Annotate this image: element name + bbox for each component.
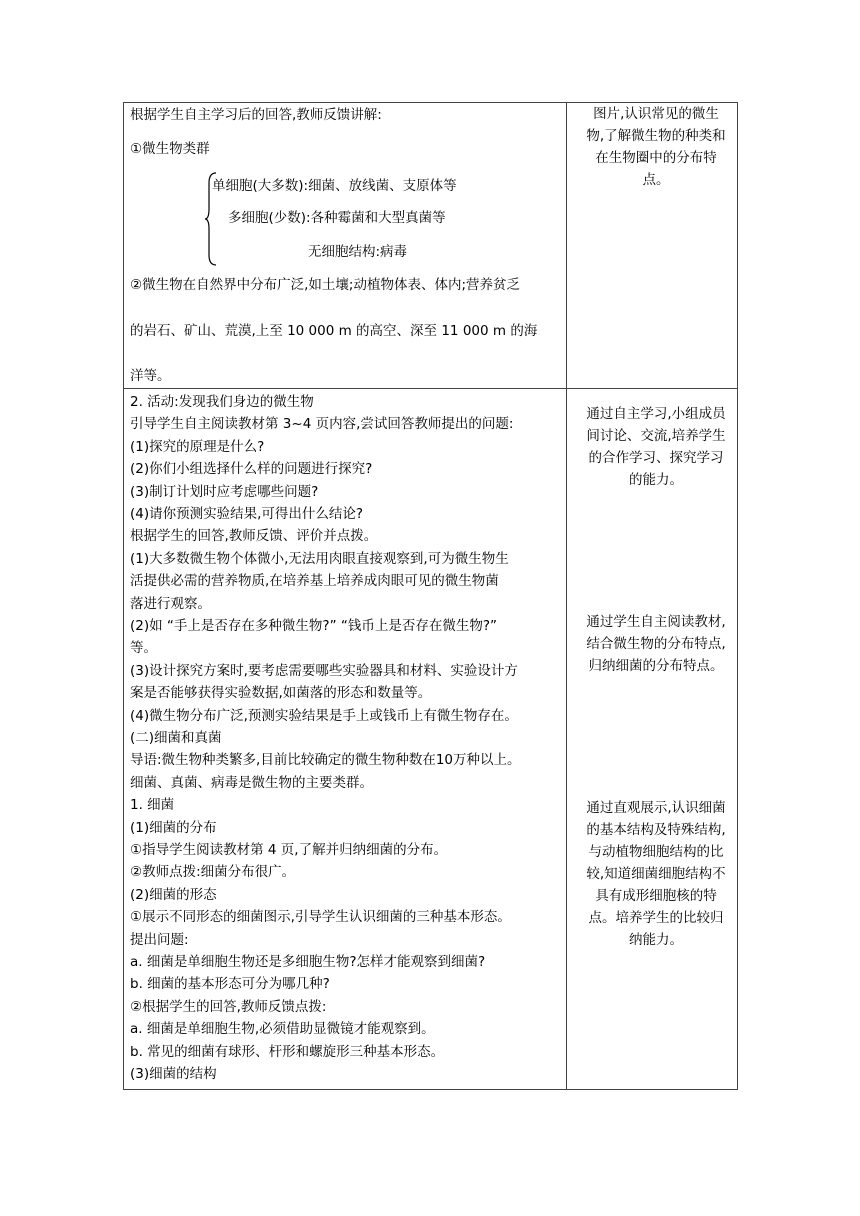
text-line: 引导学生自主阅读教材第 3~4 页内容,尝试回答教师提出的问题: [130, 416, 514, 433]
design-intent-cell-2 [567, 389, 738, 1090]
text-line: ②微生物在自然界中分布广泛,如土壤;动植物体表、体内;营养贫乏 [130, 277, 520, 293]
microbe-group-unicellular: 单细胞(大多数):细菌、放线菌、支原体等 [212, 178, 457, 194]
text-line: 细菌、真菌、病毒是微生物的主要类群。 [130, 774, 373, 791]
text-line: a. 细菌是单细胞生物还是多细胞生物?怎样才能观察到细菌? [130, 954, 486, 970]
note-line: 物,了解微生物的种类和 [586, 128, 726, 144]
microbe-group-multicellular: 多细胞(少数):各种霉菌和大型真菌等 [228, 210, 446, 226]
text-line: 导语:微生物种类繁多,目前比较确定的微生物种数在10万种以上。 [130, 752, 521, 769]
text-line: (3)制订计划时应考虑哪些问题? [130, 483, 319, 500]
text-line: ①指导学生阅读教材第 4 页,了解并归纳细菌的分布。 [130, 842, 448, 858]
text-line: 根据学生的回答,教师反馈、评价并点拨。 [130, 528, 378, 545]
note-line: 点。培养学生的比较归 [588, 910, 724, 926]
note-line: 在生物圈中的分布特 [595, 150, 717, 166]
text-line: 案是否能够获得实验数据,如菌落的形态和数量等。 [130, 685, 432, 702]
note-line: 通过直观展示,认识细菌 [586, 800, 726, 816]
text-line: (1)大多数微生物个体微小,无法用肉眼直接观察到,可为微生物生 [130, 550, 509, 567]
text-line: ①展示不同形态的细菌图示,引导学生认识细菌的三种基本形态。 [130, 909, 511, 926]
text-line: 洋等。 [130, 368, 171, 384]
note-line: 的合作学习、探究学习 [588, 450, 724, 466]
text-line: 2. 活动:发现我们身边的微生物 [130, 394, 314, 410]
text-line: (3)细菌的结构 [130, 1066, 217, 1082]
note-line: 与动植物细胞结构的比 [588, 844, 724, 860]
text-line: 提出问题: [130, 931, 189, 948]
text-line: ①微生物类群 [130, 141, 210, 157]
text-line: 根据学生自主学习后的回答,教师反馈讲解: [130, 107, 382, 123]
note-line: 的基本结构及特殊结构, [586, 822, 726, 838]
note-line: 间讨论、交流,培养学生 [586, 428, 726, 444]
text-line: b. 细菌的基本形态可分为哪几种? [130, 976, 330, 993]
note-line: 通过自主学习,小组成员 [586, 406, 726, 422]
note-line: 纳能力。 [629, 932, 683, 948]
text-line: (2)细菌的形态 [130, 886, 217, 903]
text-line: (2)如 “手上是否存在多种微生物?” “钱币上是否存在微生物?” [130, 618, 498, 634]
text-line: b. 常见的细菌有球形、杆形和螺旋形三种基本形态。 [130, 1043, 445, 1060]
text-line: 落进行观察。 [130, 595, 211, 612]
text-line: 等。 [130, 640, 157, 657]
note-line: 通过学生自主阅读教材, [586, 614, 726, 630]
teaching-content-cell-2 [124, 389, 567, 1090]
text-line: (2)你们小组选择什么样的问题进行探究? [130, 461, 373, 478]
text-line: (1)探究的原理是什么? [130, 438, 265, 455]
text-line: ②根据学生的回答,教师反馈点拨: [130, 998, 327, 1015]
text-line: 活提供必需的营养物质,在培养基上培养成肉眼可见的微生物菌 [130, 573, 499, 590]
text-line: 1. 细菌 [130, 797, 175, 814]
lesson-table [123, 102, 738, 1090]
text-line: (4)微生物分布广泛,预测实验结果是手上或钱币上有微生物存在。 [130, 707, 518, 724]
note-line: 归纳细菌的分布特点。 [588, 658, 724, 674]
note-line: 点。 [642, 172, 670, 188]
note-line: 具有成形细胞核的特 [595, 888, 717, 904]
text-line: ②教师点拨:细菌分布很广。 [130, 864, 296, 881]
text-line: (4)请你预测实验结果,可得出什么结论? [130, 506, 364, 522]
design-intent-cell-1 [567, 103, 738, 389]
text-line: 的岩石、矿山、荒漠,上至 10 000 m 的高空、深至 11 000 m 的海 [130, 323, 538, 339]
text-line: (1)细菌的分布 [130, 819, 217, 836]
text-line: a. 细菌是单细胞生物,必须借助显微镜才能观察到。 [130, 1021, 435, 1038]
note-line: 的能力。 [629, 472, 683, 488]
note-line: 结合微生物的分布特点, [586, 636, 726, 652]
note-line: 较,知道细菌细胞结构不 [586, 866, 726, 882]
teaching-content-cell-1 [124, 103, 567, 389]
text-line: (二)细菌和真菌 [130, 730, 222, 746]
note-line: 图片,认识常见的微生 [593, 106, 719, 122]
microbe-group-acellular: 无细胞结构:病毒 [308, 244, 408, 260]
text-line: (3)设计探究方案时,要考虑需要哪些实验器具和材料、实验设计方 [130, 662, 518, 679]
